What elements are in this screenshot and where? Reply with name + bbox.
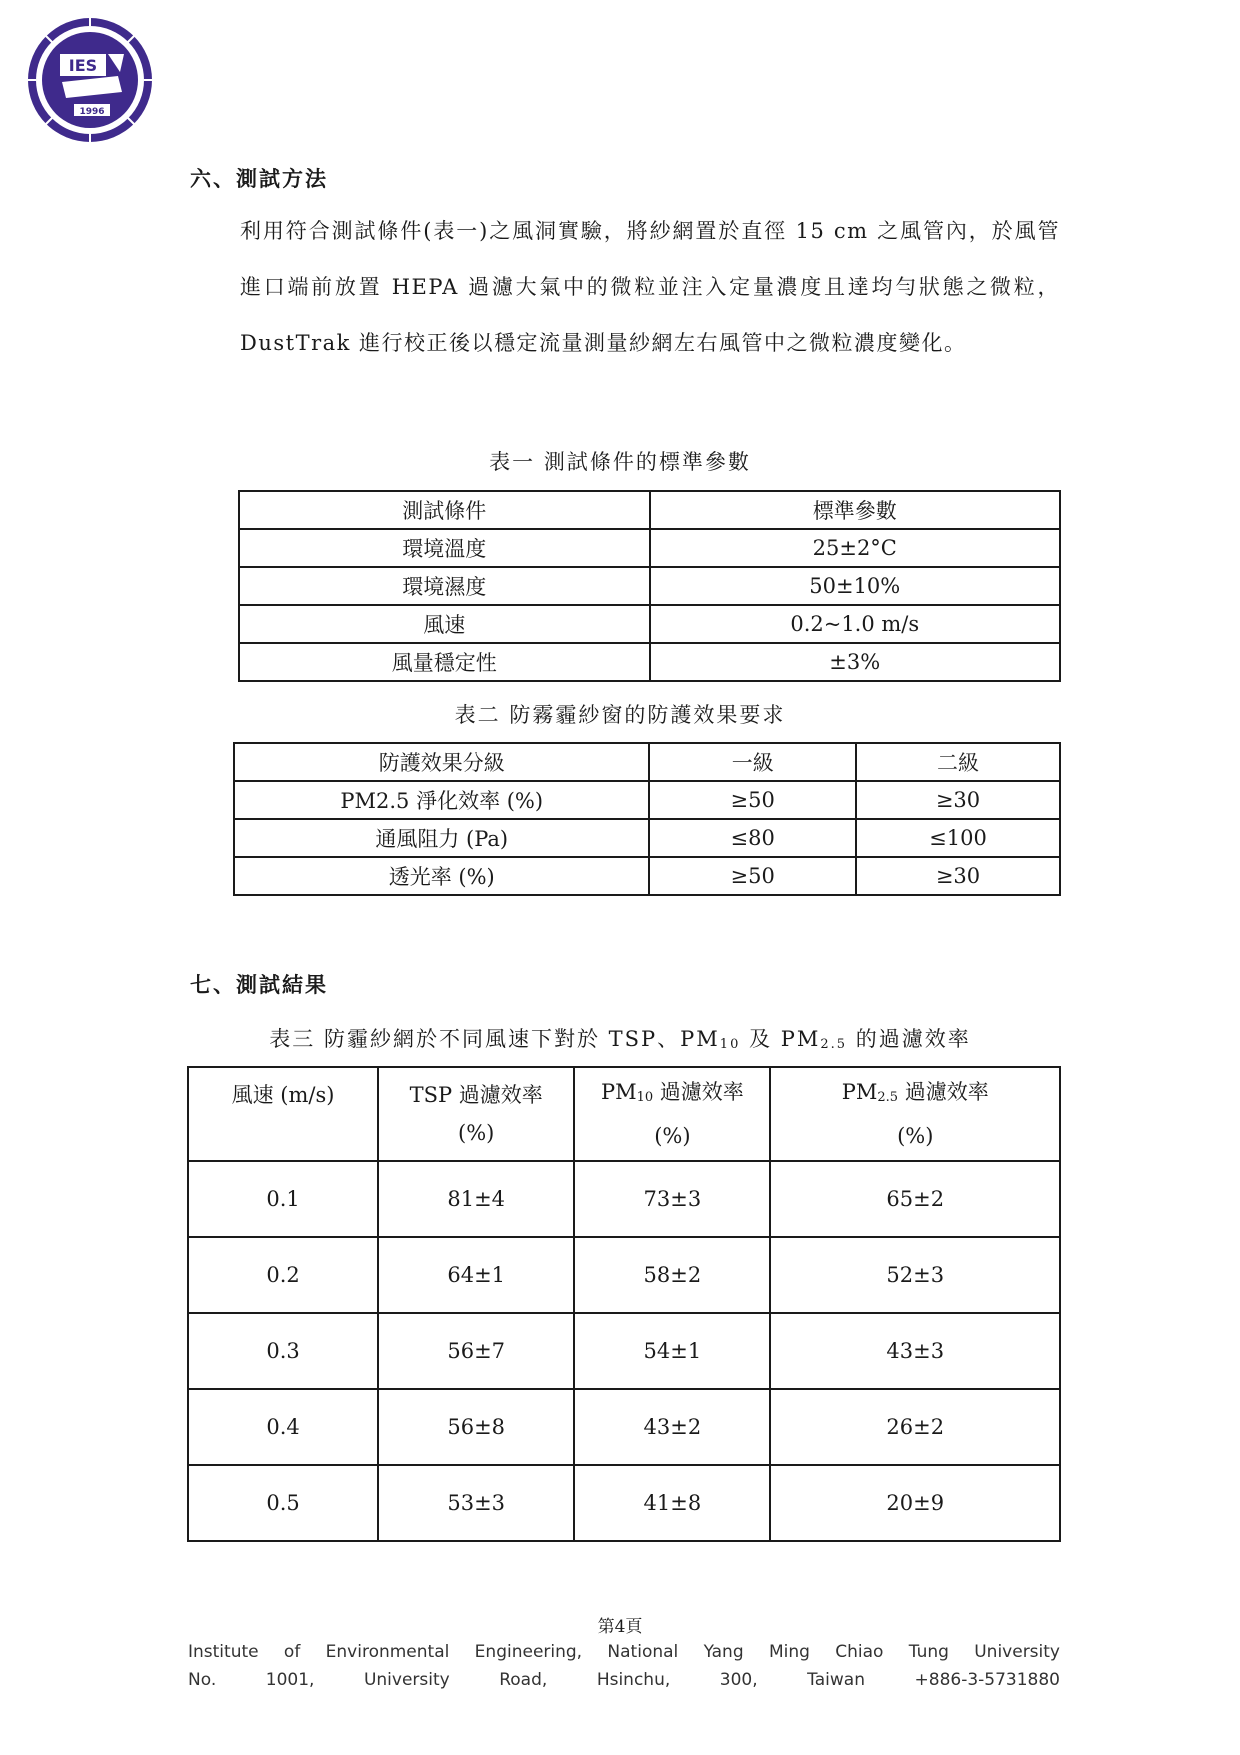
table-cell: 64±1 — [378, 1237, 574, 1313]
table-cell: 43±2 — [574, 1389, 770, 1465]
table-cell: 環境濕度 — [239, 567, 650, 605]
table-row — [234, 781, 1060, 819]
header-cell-pm10: $PM_{10}$ 過濾效率 (%) — [574, 1067, 770, 1161]
table-cell: PM2.5 淨化效率 (%) — [234, 781, 649, 819]
table-row — [239, 643, 1060, 681]
table2-protection-requirements — [233, 742, 1061, 896]
table3-filtration-efficiency — [187, 1066, 1061, 1542]
table-row — [188, 1389, 1060, 1465]
table-row — [188, 1313, 1060, 1389]
table-row — [188, 1161, 1060, 1237]
institute-logo-icon — [24, 14, 156, 146]
table-cell: ±3% — [650, 643, 1061, 681]
table-row — [234, 857, 1060, 895]
header-cell: 二級 — [856, 743, 1060, 781]
table-cell: 環境溫度 — [239, 529, 650, 567]
table-cell: 風量穩定性 — [239, 643, 650, 681]
table-cell: ≤80 — [649, 819, 856, 857]
table-cell: 0.3 — [188, 1313, 378, 1389]
header-cell: 一級 — [649, 743, 856, 781]
footer-institute: Institute of Environmental Engineering, National Yang Ming Chiao Tung University — [188, 1642, 1060, 1662]
table-cell: 58±2 — [574, 1237, 770, 1313]
table-cell: 65±2 — [770, 1161, 1060, 1237]
table-cell: 25±2°C — [650, 529, 1061, 567]
header-cell-tsp: TSP 過濾效率 (%) — [378, 1067, 574, 1161]
header-cell: 標準參數 — [650, 491, 1061, 529]
table-cell: 0.4 — [188, 1389, 378, 1465]
table-row — [188, 1465, 1060, 1541]
table-cell: 通風阻力 (Pa) — [234, 819, 649, 857]
table-cell: 56±8 — [378, 1389, 574, 1465]
table-header-row — [239, 491, 1060, 529]
table-cell: 0.2 — [188, 1237, 378, 1313]
table-cell: 73±3 — [574, 1161, 770, 1237]
table-header-row — [188, 1067, 1060, 1161]
table-cell: ≥30 — [856, 857, 1060, 895]
section-heading-test-method: 六、測試方法 — [190, 166, 328, 191]
footer-address: No. 1001, University Road, Hsinchu, 300, Taiwan +886-3-5731880 — [188, 1670, 1060, 1690]
header-cell-wind-speed: 風速 (m/s) — [188, 1067, 378, 1161]
table1-caption: 表一 測試條件的標準參數 — [489, 450, 751, 474]
table-cell: 43±3 — [770, 1313, 1060, 1389]
table-row — [239, 529, 1060, 567]
header-cell: 防護效果分級 — [234, 743, 649, 781]
svg-text:1996: 1996 — [79, 107, 105, 117]
table-row — [239, 605, 1060, 643]
table-cell: 0.2~1.0 m/s — [650, 605, 1061, 643]
table-cell: 50±10% — [650, 567, 1061, 605]
table-cell: 54±1 — [574, 1313, 770, 1389]
table-row — [188, 1237, 1060, 1313]
table-cell: 0.5 — [188, 1465, 378, 1541]
table-row — [239, 567, 1060, 605]
table-cell: ≥50 — [649, 857, 856, 895]
test-method-paragraph: 利用符合測試條件(表一)之風洞實驗，將紗網置於直徑 15 cm 之風管內，於風管進口端前放置 HEPA 過濾大氣中的微粒並注入定量濃度且達均勻狀態之微粒，DustTrak 進行校正後以穩定流量測量紗網左右風管中之微粒濃度變化。 — [240, 219, 1060, 355]
section-heading-test-results: 七、測試結果 — [190, 972, 328, 997]
table-row — [234, 819, 1060, 857]
table-cell: 20±9 — [770, 1465, 1060, 1541]
table-cell: ≥50 — [649, 781, 856, 819]
table-cell: 53±3 — [378, 1465, 574, 1541]
table-cell: 透光率 (%) — [234, 857, 649, 895]
table-cell: 26±2 — [770, 1389, 1060, 1465]
table-cell: 52±3 — [770, 1237, 1060, 1313]
table-cell: 41±8 — [574, 1465, 770, 1541]
svg-text:IES: IES — [68, 56, 98, 75]
table-cell: 56±7 — [378, 1313, 574, 1389]
header-cell-pm25: $PM_{2.5}$ 過濾效率 (%) — [770, 1067, 1060, 1161]
table-cell: 風速 — [239, 605, 650, 643]
table-cell: ≤100 — [856, 819, 1060, 857]
header-cell: 測試條件 — [239, 491, 650, 529]
table-cell: 0.1 — [188, 1161, 378, 1237]
table1-test-conditions — [238, 490, 1061, 682]
table3-caption: 表三 防霾紗網於不同風速下對於 TSP、$PM_{10}$ 及 $PM_{2.5}$ 的過濾效率 — [269, 1027, 971, 1052]
page-number: 第4頁 — [597, 1617, 643, 1637]
table-cell: ≥30 — [856, 781, 1060, 819]
table-header-row — [234, 743, 1060, 781]
table2-caption: 表二 防霧霾紗窗的防護效果要求 — [454, 703, 786, 727]
table-cell: 81±4 — [378, 1161, 574, 1237]
